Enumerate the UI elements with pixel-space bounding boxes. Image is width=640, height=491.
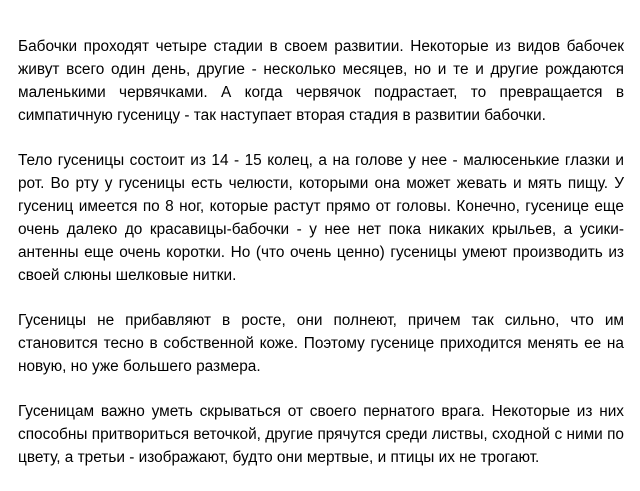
document-body (18, 35, 624, 491)
paragraph-growth: Гусеницы не прибавляют в росте, они полнеют, причем так сильно, что им становится тесно в собственной коже. Поэтому гусенице приходится менять ее на новую, но уже большего размера. (18, 312, 624, 375)
paragraph-camouflage: Гусеницам важно уметь скрываться от своего пернатого врага. Некоторые из них способны притвориться веточкой, другие прячутся среди листвы, сходной с ними по цвету, а третьи - изображают, будто они мертвые, и птицы их не трогают. (18, 403, 624, 466)
paragraph-stages: Бабочки проходят четыре стадии в своем развитии. Некоторые из видов бабочек живут всего один день, другие - несколько месяцев, но и те и другие рождаются маленькими червячками. А когда червячок подрастает, то превращается в симпатичную гусеницу - так наступает вторая стадия в развитии бабочки. (18, 38, 624, 124)
paragraph-caterpillar-body: Тело гусеницы состоит из 14 - 15 колец, а на голове у нее - малюсенькие глазки и рот. Во рту у гусеницы есть челюсти, которыми она может жевать и мять пищу. У гусениц имеется по 8 ног, которые растут прямо от головы. Конечно, гусенице еще очень далеко до красавицы-бабочки - у нее нет пока никаких крыльев, а усики-антенны еще очень коротки. Но (что очень ценно) гусеницы умеют производить из своей слюны шелковые нитки. (18, 152, 624, 284)
